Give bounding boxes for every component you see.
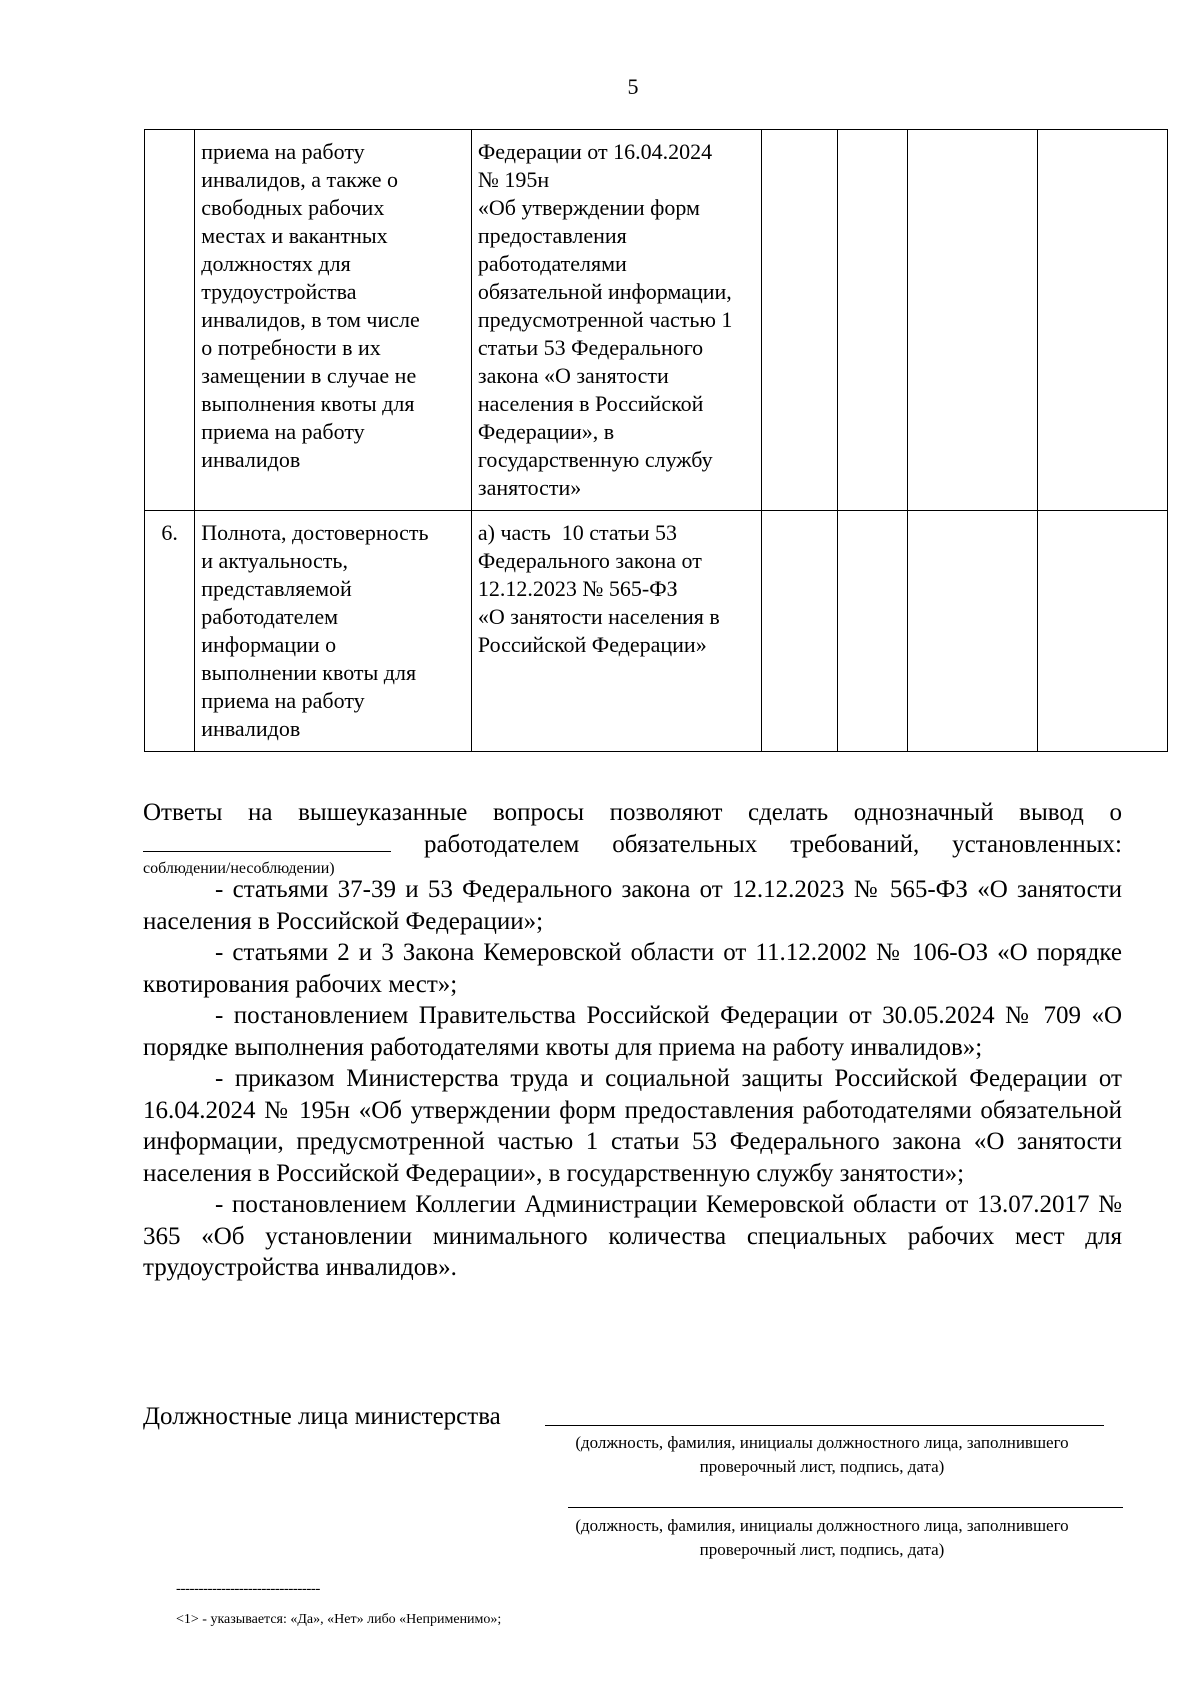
cell-line: выполнении квоты для	[201, 660, 417, 685]
answer-cell-yes[interactable]	[761, 130, 837, 511]
signature-field-2[interactable]	[568, 1507, 1123, 1508]
conclusion-line-2	[143, 829, 1122, 861]
signature-caption-2	[512, 1514, 1132, 1562]
answer-cell-no[interactable]	[838, 511, 908, 752]
blank-caption: соблюдении/несоблюдении)	[143, 860, 335, 877]
cell-line: населения в Российской	[477, 391, 704, 416]
cell-line: представляемой	[201, 576, 352, 601]
laws-list	[143, 874, 1122, 1284]
cell-line: информации о	[201, 632, 337, 657]
cell-line: Федерации от 16.04.2024	[477, 139, 713, 164]
row-number	[145, 130, 195, 511]
cell-line: местах и вакантных	[201, 223, 388, 248]
cell-line: государственную службу	[477, 447, 713, 472]
cell-line: работодателями	[477, 251, 627, 276]
table-row	[145, 130, 1168, 511]
law-item: - статьями 2 и 3 Закона Кемеровской области от 11.12.2002 № 106-ОЗ «О порядке квотирования рабочих мест»;	[143, 939, 1122, 998]
cell-line: трудоустройства	[201, 279, 357, 304]
cell-line: Федерации», в	[477, 419, 615, 444]
conclusion-paragraph	[143, 797, 1122, 878]
cell-line: № 195н	[477, 167, 550, 192]
observance-blank-field[interactable]	[143, 829, 391, 852]
caption-line: проверочный лист, подпись, дата)	[699, 1457, 945, 1476]
cell-line: Полнота, достоверность	[201, 520, 429, 545]
table-row	[145, 511, 1168, 752]
caption-line: проверочный лист, подпись, дата)	[699, 1540, 945, 1559]
answer-cell-note[interactable]	[1038, 511, 1168, 752]
cell-line: 12.12.2023 № 565-ФЗ	[477, 576, 678, 601]
answer-cell-not-applicable[interactable]	[908, 130, 1038, 511]
page-number: 5	[627, 74, 639, 99]
cell-line: должностях для	[201, 251, 351, 276]
answer-cell-no[interactable]	[838, 130, 908, 511]
cell-line: «О занятости населения в	[477, 604, 720, 629]
law-item: - постановлением Правительства Российской Федерации от 30.05.2024 № 709 «О порядке выполнения работодателями квоты для приема на работу инвалидов»;	[143, 1002, 1122, 1061]
answer-cell-yes[interactable]	[761, 511, 837, 752]
conclusion-line-2-text: работодателем обязательных требований, установленных:	[423, 830, 1123, 858]
signature-field-1[interactable]	[545, 1425, 1104, 1426]
cell-line: инвалидов	[201, 447, 301, 472]
cell-line: инвалидов	[201, 716, 301, 741]
cell-line: занятости»	[477, 475, 582, 500]
cell-line: и актуальность,	[201, 548, 348, 573]
cell-line: обязательной информации,	[477, 279, 732, 304]
checklist-table	[144, 129, 1168, 752]
cell-line: предоставления	[477, 223, 627, 248]
question-cell	[195, 511, 472, 752]
cell-line: свободных рабочих	[201, 195, 385, 220]
cell-line: «Об утверждении форм	[477, 195, 700, 220]
cell-line: о потребности в их	[201, 335, 381, 360]
reference-cell	[471, 511, 761, 752]
cell-line: инвалидов, а также о	[201, 167, 398, 192]
cell-line: приема на работу	[201, 419, 365, 444]
footnote-separator: --------------------------------	[176, 1581, 320, 1597]
row-number: 6.	[145, 511, 195, 752]
footnote-text: <1> - указывается: «Да», «Нет» либо «Неприменимо»;	[176, 1612, 502, 1627]
cell-line: а) часть 10 статьи 53	[477, 520, 677, 545]
law-item: - статьями 37-39 и 53 Федерального закона от 12.12.2023 № 565-ФЗ «О занятости населения в Российской Федерации»;	[143, 876, 1122, 935]
cell-line: работодателем	[201, 604, 339, 629]
signatures-label: Должностные лица министерства	[143, 1403, 501, 1430]
cell-line: Российской Федерации»	[477, 632, 707, 657]
caption-line: (должность, фамилия, инициалы должностного лица, заполнившего	[575, 1433, 1069, 1452]
cell-line: приема на работу	[201, 139, 365, 164]
answer-cell-not-applicable[interactable]	[908, 511, 1038, 752]
cell-line: инвалидов, в том числе	[201, 307, 420, 332]
answer-cell-note[interactable]	[1038, 130, 1168, 511]
cell-line: предусмотренной частью 1	[477, 307, 733, 332]
cell-line: приема на работу	[201, 688, 365, 713]
cell-line: Федерального закона от	[477, 548, 702, 573]
conclusion-line-1: Ответы на вышеуказанные вопросы позволяют сделать однозначный вывод о	[143, 799, 1122, 826]
law-item: - постановлением Коллегии Администрации Кемеровской области от 13.07.2017 № 365 «Об установлении минимального количества специальных рабочих мест для трудоустройства инвалидов».	[143, 1191, 1122, 1281]
law-item: - приказом Министерства труда и социальной защиты Российской Федерации от 16.04.2024 № 195н «Об утверждении форм предоставления работодателями обязательной информации, предусмотренной частью 1 статьи 53 Федерального закона «О занятости населения в Российской Федерации», в государственную службу занятости»;	[143, 1065, 1122, 1187]
signature-caption-1	[512, 1431, 1132, 1479]
reference-cell	[471, 130, 761, 511]
cell-line: выполнения квоты для	[201, 391, 415, 416]
cell-line: статьи 53 Федерального	[477, 335, 704, 360]
question-cell	[195, 130, 472, 511]
caption-line: (должность, фамилия, инициалы должностного лица, заполнившего	[575, 1516, 1069, 1535]
cell-line: закона «О занятости	[477, 363, 669, 388]
cell-line: замещении в случае не	[201, 363, 417, 388]
